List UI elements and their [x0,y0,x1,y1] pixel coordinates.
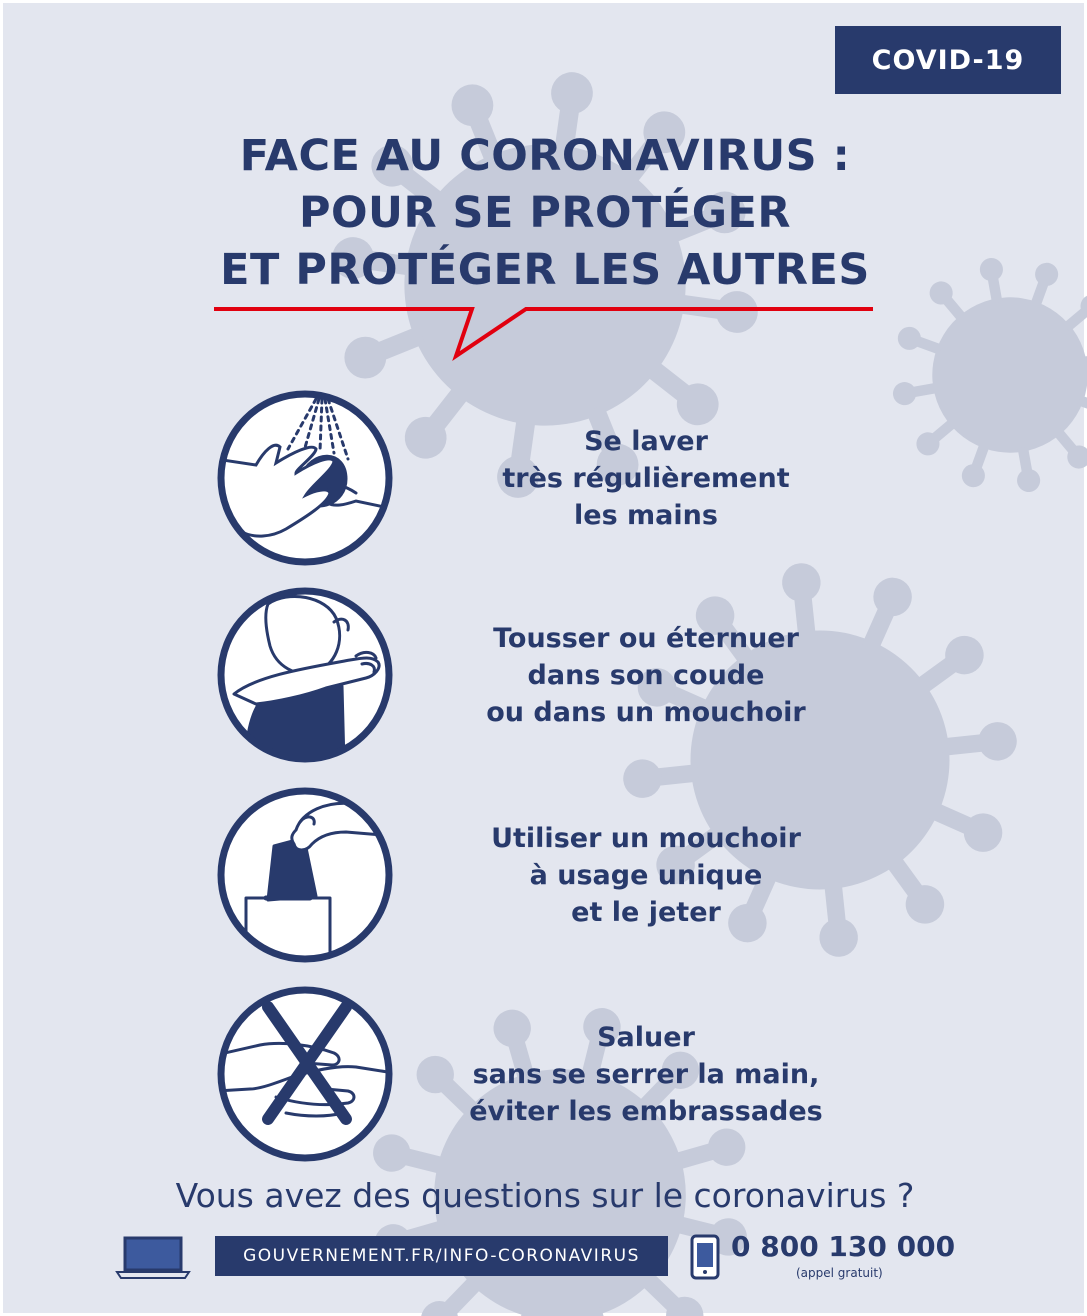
instruction-text [436,786,856,964]
no-handshake-icon [216,985,394,1163]
sneeze-in-elbow-icon [216,586,394,764]
instruction-line: éviter les embrassades [469,1095,823,1127]
tissue-bin-icon [216,786,394,964]
website-link[interactable]: GOUVERNEMENT.FR/INFO-CORONAVIRUS [215,1236,668,1276]
instruction-line: dans son coude [527,659,765,691]
instruction-line: et le jeter [571,896,721,928]
covid-badge: COVID-19 [835,26,1061,94]
phone-number[interactable]: 0 800 130 000 [731,1230,956,1263]
instruction-line: sans se serrer la main, [472,1058,820,1090]
questions-heading: Vous avez des questions sur le coronavirus ? [175,1176,915,1215]
instruction-line: Saluer [597,1021,695,1053]
instruction-line: très régulièrement [502,462,790,494]
list-item [216,985,1016,1165]
instruction-line: Se laver [584,425,708,457]
instruction-text [436,586,856,764]
list-item [216,389,1016,569]
laptop-icon [115,1236,191,1280]
title-line-2: POUR SE PROTÉGER [298,188,792,238]
title-line-3: ET PROTÉGER LES AUTRES [220,245,870,295]
phone-note: (appel gratuit) [796,1266,883,1280]
title-line-1: FACE AU CORONAVIRUS : [239,131,851,181]
instruction-text [436,389,856,567]
instruction-line: Utiliser un mouchoir [491,822,801,854]
instruction-text [436,985,856,1163]
instruction-line: Tousser ou éternuer [493,622,799,654]
list-item [216,586,1016,766]
instruction-line: les mains [574,499,718,531]
phone-icon [690,1234,720,1280]
instruction-line: à usage unique [529,859,763,891]
hand-washing-icon [216,389,394,567]
instruction-line: ou dans un mouchoir [486,696,806,728]
list-item [216,786,1016,966]
